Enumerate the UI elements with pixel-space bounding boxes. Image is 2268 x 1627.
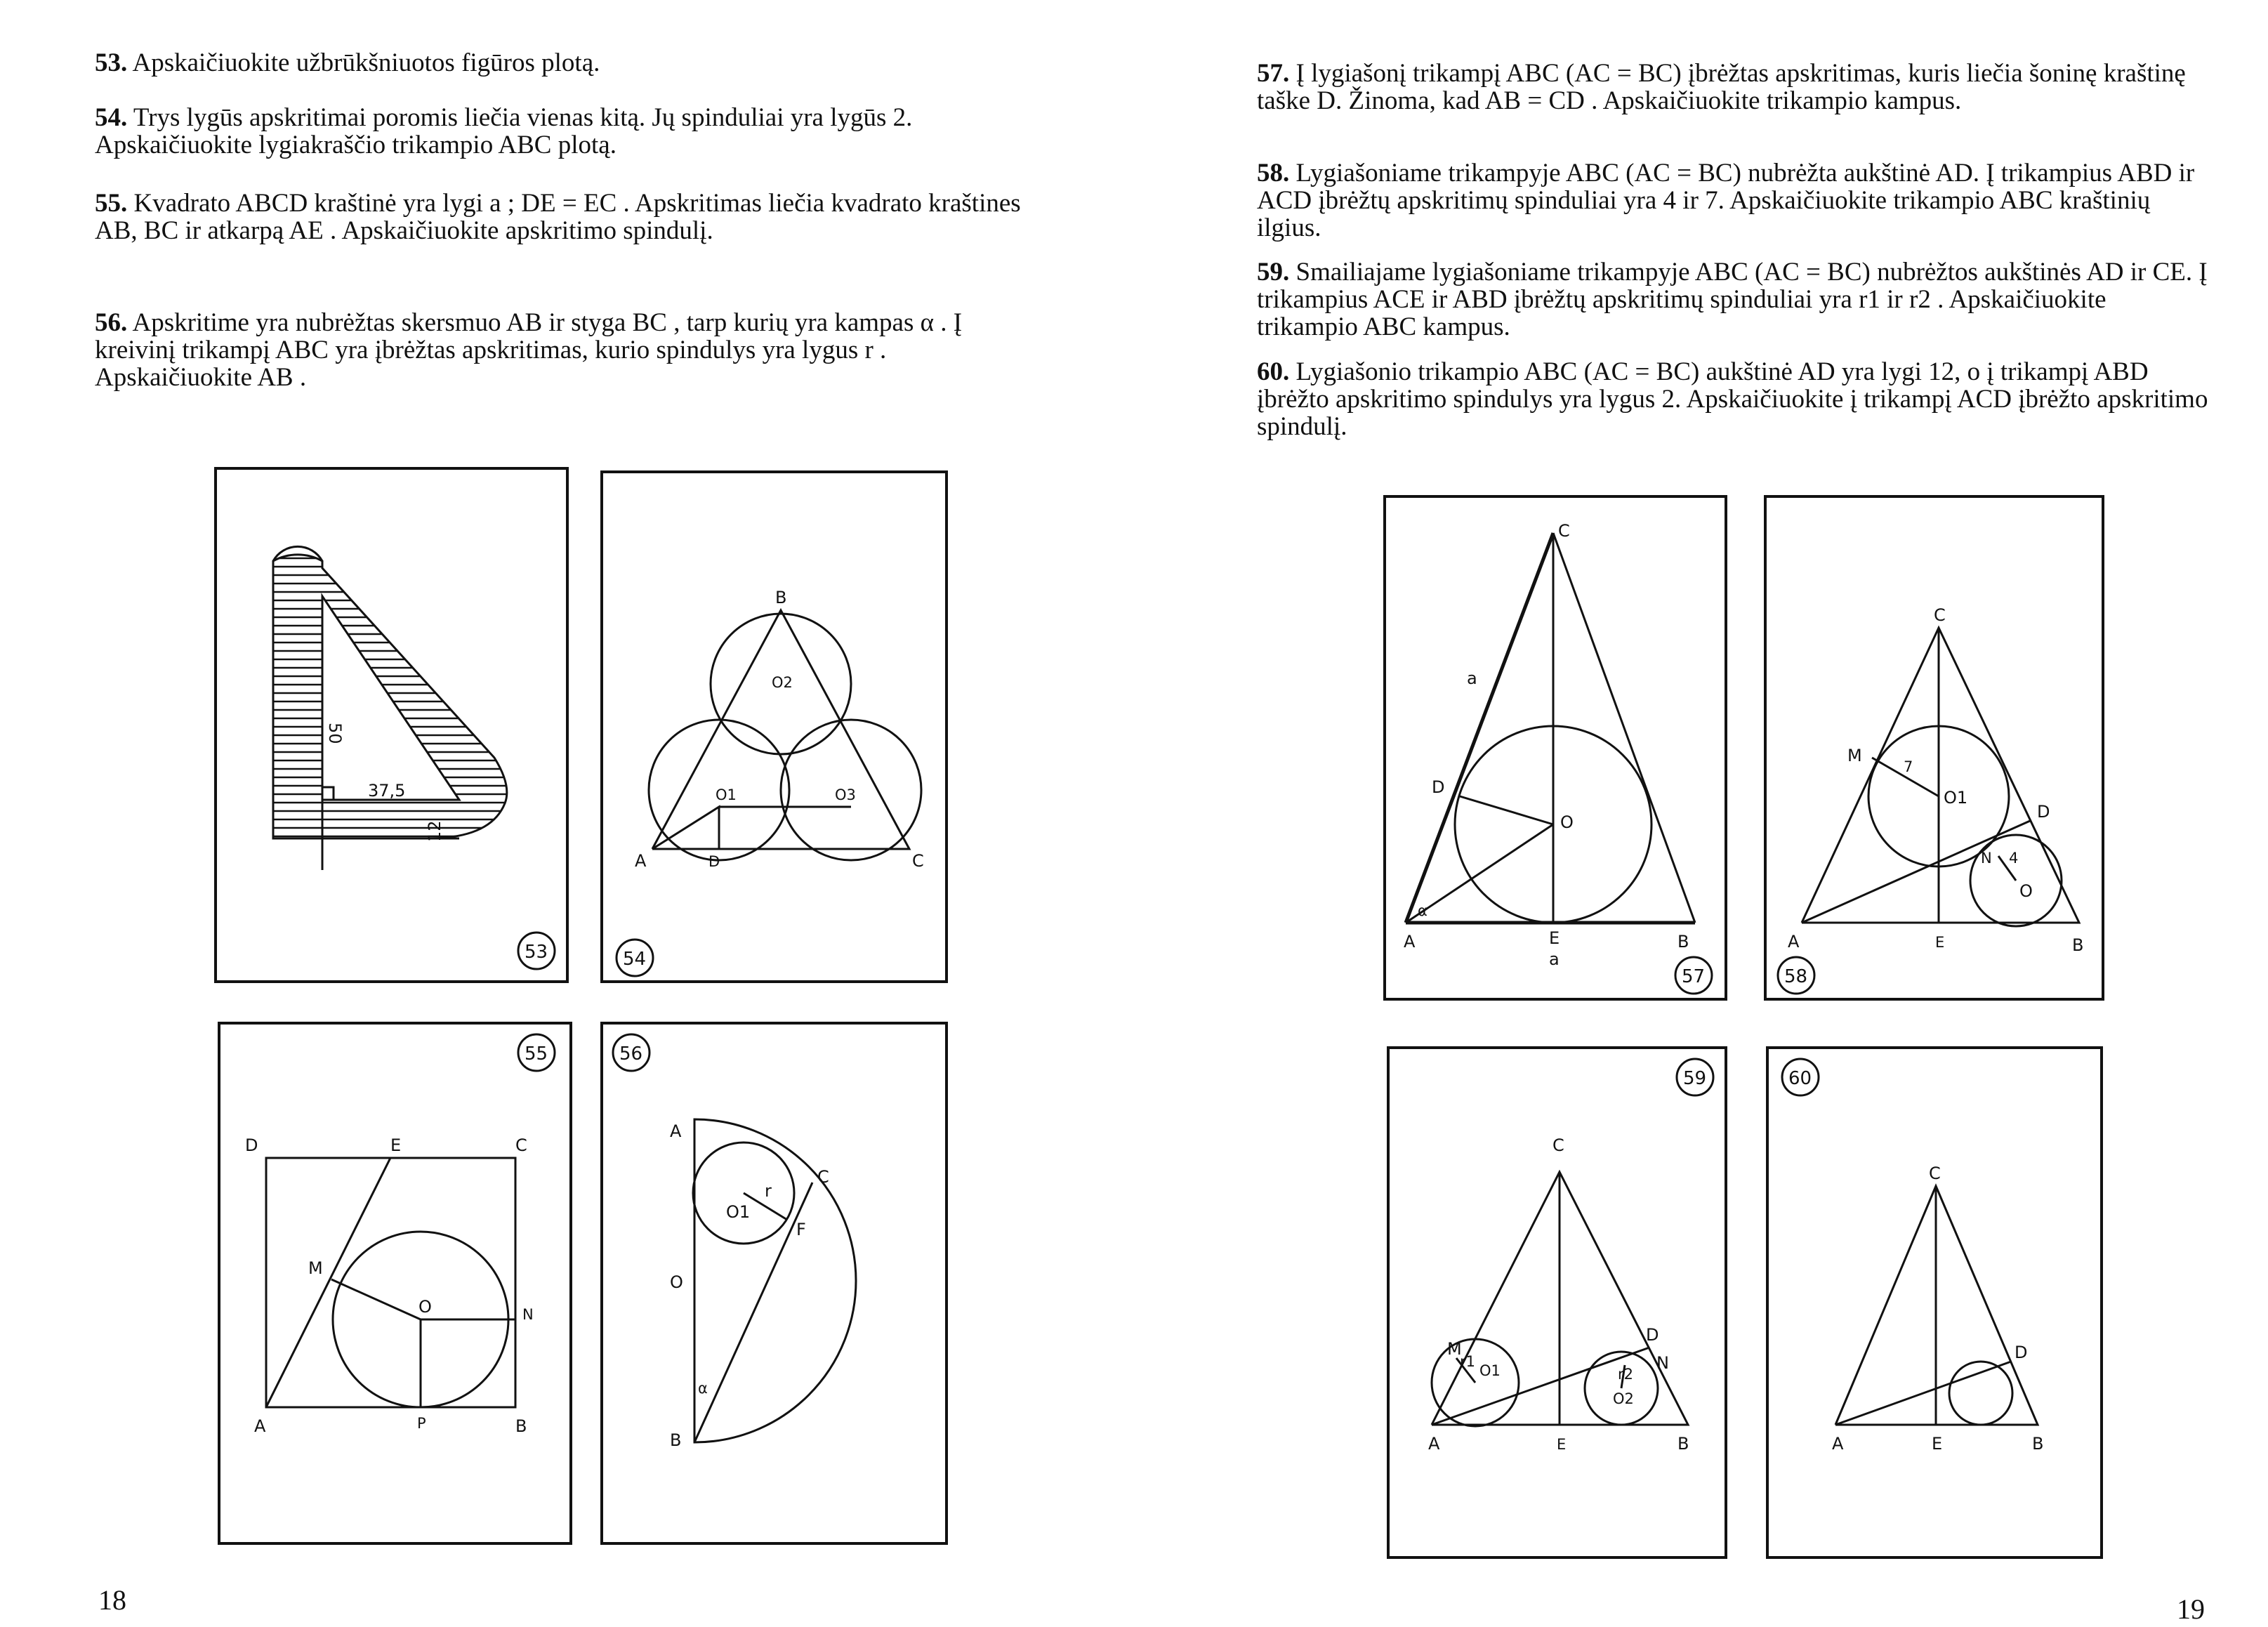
label-e: E: [390, 1135, 402, 1155]
label-c: C: [817, 1167, 829, 1187]
problem-59: [1257, 258, 2208, 341]
label-b: B: [670, 1430, 682, 1450]
label-m: M: [1447, 1339, 1462, 1359]
label-o1: O1: [1479, 1362, 1501, 1379]
badge-53-label: 53: [525, 942, 548, 963]
label-o1: O1: [726, 1202, 751, 1222]
badge-54-label: 54: [623, 949, 647, 970]
label-d: D: [2037, 802, 2050, 822]
problem-number: 58.: [1257, 159, 1290, 187]
problem-text: Kvadrato ABCD kraštinė yra lygi a ; DE = EC . Apskritimas liečia kvadrato kraštines AB, BC ir atkarpą AE . Apskaičiuokite apskritimo spindulį.: [95, 189, 1021, 245]
badge-56-label: 56: [619, 1043, 643, 1065]
badge-55-label: 55: [525, 1043, 548, 1065]
problem-text: Į lygiašonį trikampį ABC (AC = BC) įbrėžtas apskritimas, kuris liečia šoninę kraštinę taške D. Žinoma, kad AB = CD . Apskaičiuokite trikampio kampus.: [1257, 59, 2186, 115]
figure-53-drawing: [217, 470, 572, 986]
problem-60: [1257, 358, 2208, 440]
label-n: N: [1656, 1353, 1669, 1373]
label-d: D: [708, 853, 720, 870]
problem-text: Apskritime yra nubrėžtas skersmuo AB ir styga BC , tarp kurių yra kampas α . Į kreivinį trikampį ABC yra įbrėžtas apskritimas, kurio spindulys yra lygus r . Apskaičiuokite AB .: [95, 308, 963, 392]
triangle-abc: [1802, 628, 2079, 923]
label-n: N: [1981, 850, 1992, 867]
figure-56-drawing: [603, 1025, 951, 1548]
label-alpha: α: [698, 1380, 708, 1397]
label-o: O: [418, 1297, 432, 1317]
problem-57: [1257, 60, 2208, 114]
label-c: C: [1558, 521, 1570, 541]
label-a-side: a: [1467, 668, 1477, 688]
problem-number: 57.: [1257, 59, 1290, 88]
page-number-left: 18: [98, 1584, 126, 1616]
label-o1: O1: [716, 786, 737, 803]
label-a: A: [670, 1121, 682, 1141]
dim-12: 12: [425, 820, 444, 842]
label-e: E: [1932, 1434, 1943, 1454]
label-d: D: [245, 1135, 258, 1155]
label-m: M: [1847, 746, 1862, 765]
dim-37-5: 37,5: [368, 781, 406, 801]
figure-59: [1387, 1046, 1727, 1559]
label-n: N: [522, 1306, 534, 1323]
label-c: C: [515, 1135, 527, 1155]
problem-number: 60.: [1257, 357, 1290, 386]
figure-55: [218, 1022, 572, 1545]
label-b: B: [2072, 935, 2084, 955]
figure-59-drawing: [1390, 1049, 1730, 1562]
label-c: C: [1934, 605, 1946, 625]
dim-50: 50: [325, 723, 345, 744]
triangle-abc: [652, 610, 909, 849]
label-a: A: [1404, 932, 1416, 951]
problem-58: [1257, 159, 2208, 242]
problem-text: Apskaičiuokite užbrūkšniuotos figūros plotą.: [132, 48, 600, 77]
label-d: D: [1646, 1325, 1659, 1345]
altitude-ad: [1835, 1362, 2011, 1425]
badge-58-label: 58: [1784, 966, 1808, 987]
label-o: O: [1560, 812, 1574, 832]
problem-number: 56.: [95, 308, 128, 337]
segment-ae: [266, 1158, 390, 1407]
problem-text: Lygiašonio trikampio ABC (AC = BC) aukštinė AD yra lygi 12, o į trikampį ABD įbrėžto apskritimo spindulys yra lygus 2. Apskaičiuokite į trikampį ACD įbrėžto apskritimo spindulį.: [1257, 357, 2208, 441]
badge-60-label: 60: [1788, 1068, 1812, 1089]
label-a: A: [254, 1416, 266, 1436]
figure-60: [1766, 1046, 2103, 1559]
badge-59-label: 59: [1683, 1068, 1707, 1089]
problem-text: Lygiašoniame trikampyje ABC (AC = BC) nubrėžta aukštinė AD. Į trikampius ABD ir ACD įbrėžtų apskritimų spinduliai yra 4 ir 7. Apskaičiuokite trikampio ABC kraštinių ilgius.: [1257, 159, 2195, 242]
problem-54: [95, 104, 1046, 159]
problem-number: 59.: [1257, 258, 1290, 286]
label-alpha: α: [1418, 902, 1428, 919]
label-o1: O1: [1944, 788, 1968, 808]
label-a: A: [1428, 1434, 1440, 1454]
label-o2: O2: [1613, 1390, 1634, 1407]
problem-number: 55.: [95, 189, 128, 218]
problem-text: Trys lygūs apskritimai poromis liečia vienas kitą. Jų spinduliai yra lygūs 2. Apskaičiuokite lygiakraščio trikampio ABC plotą.: [95, 103, 913, 159]
problem-number: 53.: [95, 48, 128, 77]
label-m: M: [308, 1258, 323, 1278]
label-p: P: [417, 1415, 426, 1432]
label-f: F: [796, 1220, 806, 1239]
label-r2: r2: [1618, 1366, 1633, 1383]
figure-53: [214, 467, 569, 983]
label-o2: O2: [772, 674, 793, 691]
label-a: A: [1788, 932, 1800, 951]
problem-number: 54.: [95, 103, 128, 132]
label-c: C: [1552, 1135, 1564, 1155]
label-b: B: [1677, 1434, 1689, 1454]
label-a: A: [635, 851, 647, 871]
label-a: A: [1832, 1434, 1844, 1454]
figure-58: [1764, 495, 2104, 1001]
badge-57-label: 57: [1682, 966, 1706, 987]
circle-abd: [1949, 1362, 2012, 1425]
label-o: O: [670, 1272, 683, 1292]
label-b: B: [1677, 932, 1689, 951]
square-abcd: [266, 1158, 515, 1407]
label-7: 7: [1904, 758, 1913, 775]
figure-60-drawing: [1769, 1049, 2106, 1562]
figure-58-drawing: [1767, 498, 2107, 1003]
chord-bc: [694, 1183, 812, 1442]
label-d: D: [2015, 1343, 2028, 1362]
label-c: C: [912, 851, 924, 871]
label-r1: r1: [1460, 1353, 1475, 1370]
page-number-right: 19: [2177, 1593, 2205, 1625]
label-o3: O3: [835, 786, 856, 803]
problem-55: [95, 190, 1046, 244]
label-b: B: [515, 1416, 527, 1436]
figure-55-drawing: [220, 1025, 575, 1548]
figure-57-drawing: [1386, 498, 1730, 1003]
label-4: 4: [2009, 850, 2019, 867]
label-b: B: [775, 588, 787, 607]
label-e: E: [1935, 934, 1945, 951]
semicircle: [694, 1119, 856, 1442]
label-base-a: a: [1549, 949, 1560, 969]
problem-53: [95, 49, 1046, 77]
figure-54-drawing: [603, 473, 951, 986]
figure-54: [600, 470, 948, 983]
figure-56: [600, 1022, 948, 1545]
label-e: E: [1549, 928, 1560, 948]
problem-56: [95, 309, 1046, 391]
label-r: r: [765, 1181, 772, 1201]
label-b: B: [2032, 1434, 2044, 1454]
figure-57: [1383, 495, 1727, 1001]
problem-text: Smailiajame lygiašoniame trikampyje ABC (AC = BC) nubrėžtos aukštinės AD ir CE. Į trikampius ACE ir ABD įbrėžtų apskritimų spinduliai yra r1 ir r2 . Apskaičiuokite trikampio ABC kampus.: [1257, 258, 2208, 341]
label-c: C: [1929, 1164, 1941, 1183]
label-d: D: [1432, 777, 1445, 797]
label-o: O: [2019, 881, 2033, 901]
label-e: E: [1557, 1436, 1567, 1453]
